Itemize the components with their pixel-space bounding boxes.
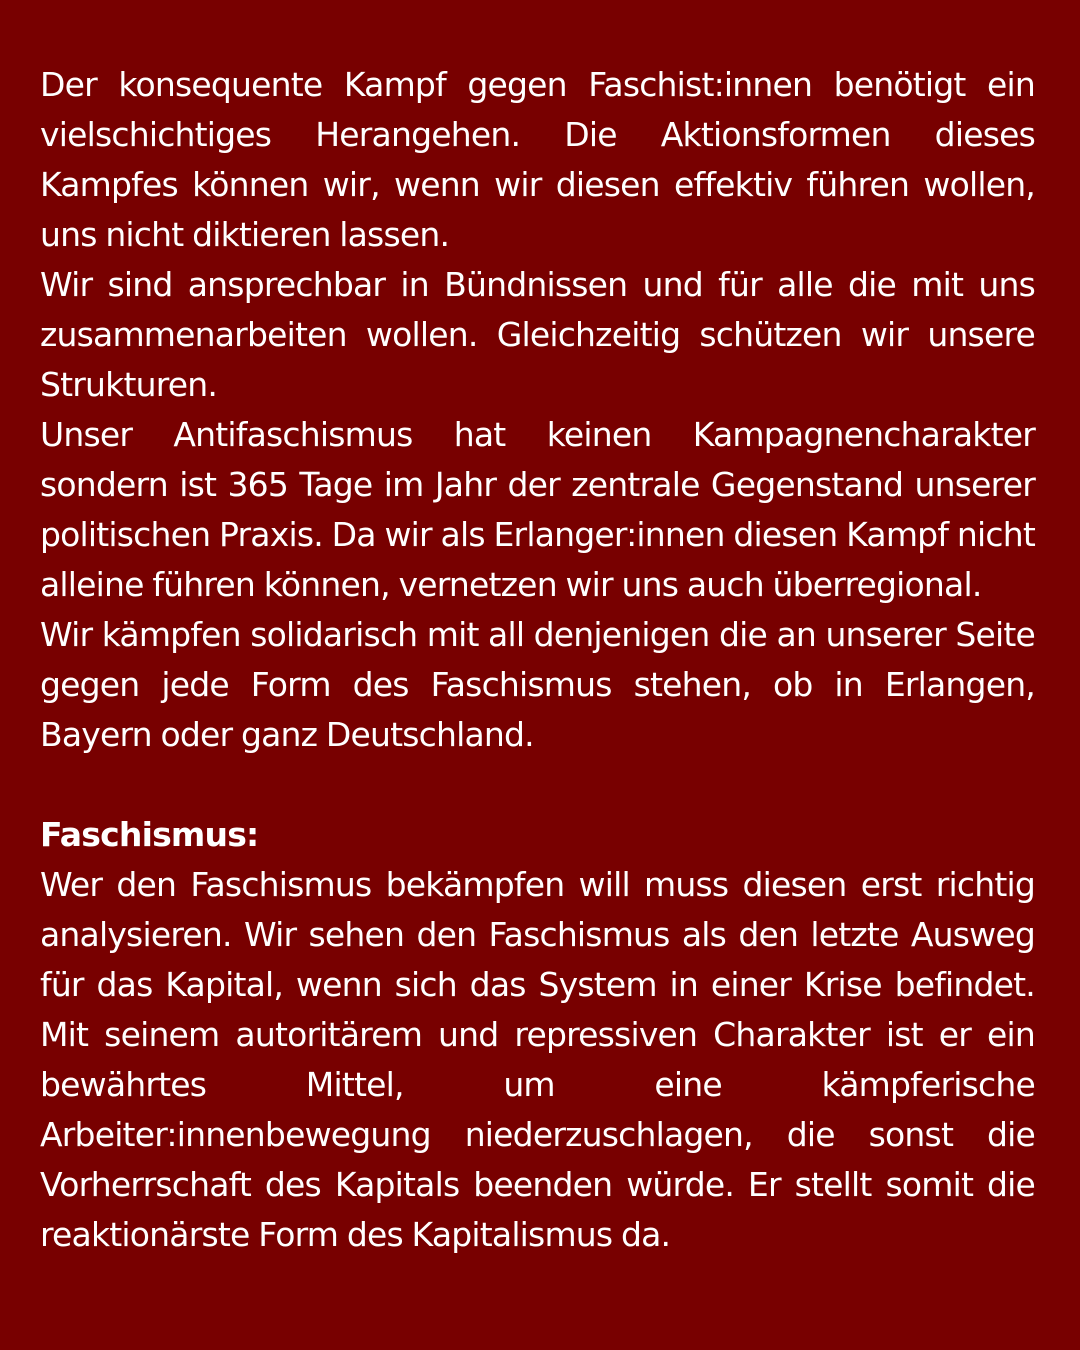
paragraph-spacer bbox=[40, 760, 1035, 810]
intro-paragraph-1: Der konsequente Kampf gegen Faschist:innen benötigt ein vielschichtiges Herangehen. Die Aktionsformen dieses Kampfes können wir, wenn wir diesen effektiv führen wollen, uns nicht diktieren lassen. bbox=[40, 65, 1035, 254]
intro-paragraph-2: Wir sind ansprechbar in Bündnissen und für alle die mit uns zusammenarbeiten wollen. Gleichzeitig schützen wir unsere Strukturen. bbox=[40, 265, 1035, 404]
text-page bbox=[40, 60, 1035, 1260]
intro-paragraph-4: Wir kämpfen solidarisch mit all denjenigen die an unserer Seite gegen jede Form des Faschismus stehen, ob in Erlangen, Bayern oder ganz Deutschland. bbox=[40, 615, 1035, 754]
section-heading: Faschismus: bbox=[40, 815, 259, 854]
section-body: Wer den Faschismus bekämpfen will muss diesen erst richtig analysieren. Wir sehen den Faschismus als den letzte Ausweg für das Kapital, wenn sich das System in einer Krise befindet. Mit seinem autoritärem und repressiven Charakter ist er ein bewährtes Mittel, um eine kämpferische Arbeiter:innenbewegung niederzuschlagen, die sonst die Vorherrschaft des Kapitals beenden würde. Er stellt somit die reaktionärste Form des Kapitalismus da. bbox=[40, 865, 1035, 1254]
intro-paragraph-3: Unser Antifaschismus hat keinen Kampagnencharakter sondern ist 365 Tage im Jahr der zentrale Gegenstand unserer politischen Praxis. Da wir als Erlanger:innen diesen Kampf nicht alleine führen können, vernetzen wir uns auch überregional. bbox=[40, 415, 1035, 604]
